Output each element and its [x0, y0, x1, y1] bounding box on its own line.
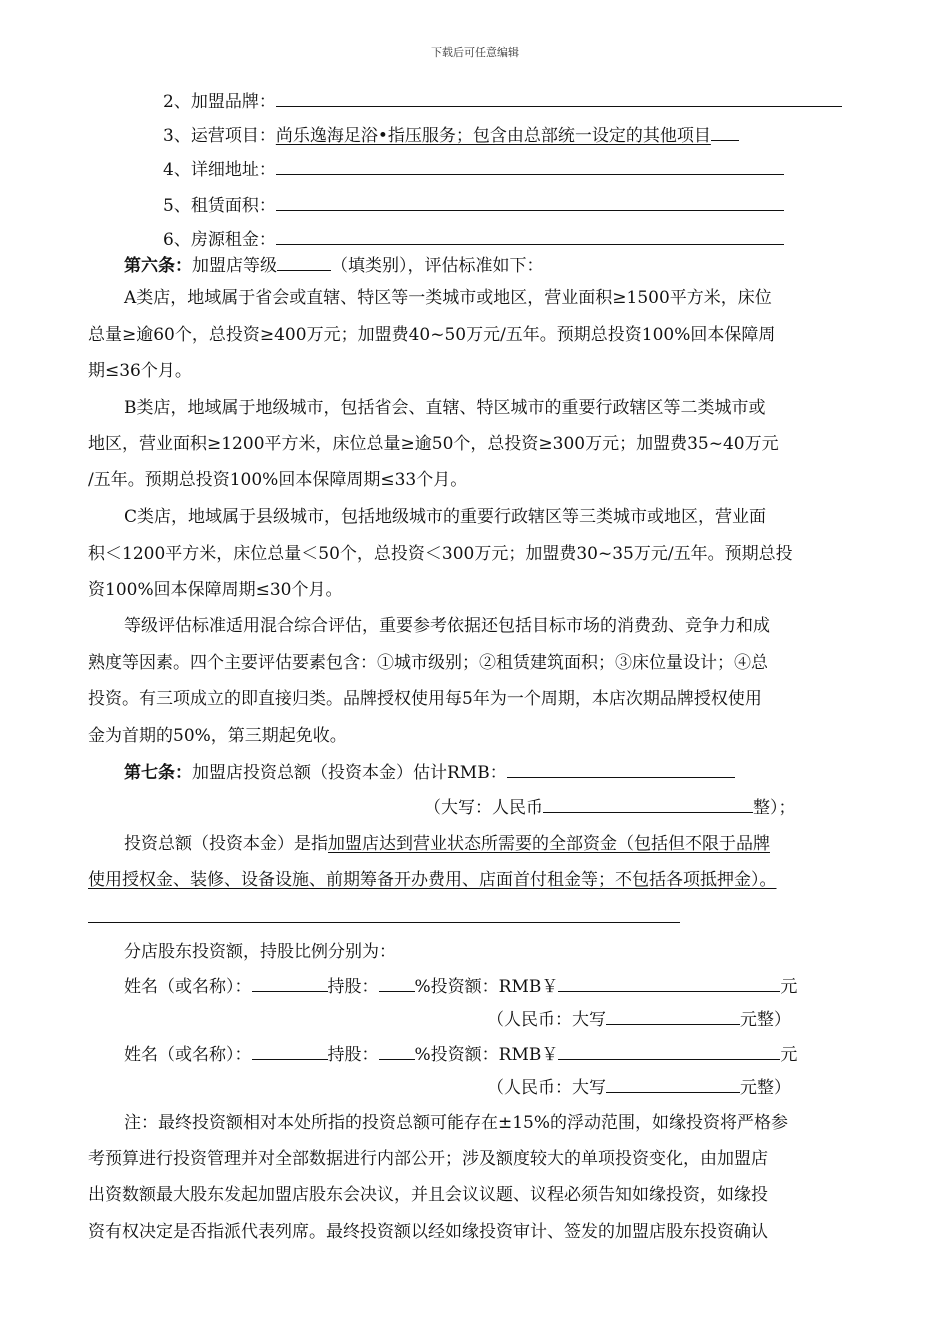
eval-line: 熟度等因素。四个主要评估要素包含：①城市级别；②租赁建筑面积；③床位量设计；④总 [88, 653, 768, 673]
share-blank[interactable] [379, 1043, 415, 1060]
eval-line: 金为首期的50%，第三期起免收。 [88, 726, 347, 746]
share-blank[interactable] [379, 975, 415, 992]
project-label: 3、运营项目： [163, 126, 276, 146]
class-c-line: C类店，地域属于县级城市，包括地级城市的重要行政辖区等三类城市或地区，营业面 [124, 507, 767, 527]
article7-heading [124, 761, 735, 784]
yuan-label: 元 [780, 977, 798, 997]
note-line: 考预算进行投资管理并对全部数据进行内部公开；涉及额度较大的单项投资变化，由加盟店 [88, 1149, 768, 1169]
class-b-line: 地区，营业面积≥1200平方米，床位总量≥逾50个，总投资≥300万元；加盟费35~40万元 [88, 434, 779, 454]
class-a-line: 期≤36个月。 [88, 361, 192, 381]
shareholder-rmb-row [487, 1008, 791, 1031]
address-blank[interactable] [276, 158, 784, 175]
pct-label: %投资额：RMB￥ [414, 977, 559, 997]
rmb-blank[interactable] [606, 1008, 740, 1025]
eval-line: 投资。有三项成立的即直接归类。品牌授权使用每5年为一个周期，本店次期品牌授权使用 [88, 689, 762, 709]
class-a-line: A类店，地域属于省会或直辖、特区等一类城市或地区，营业面积≥1500平方米，床位 [124, 288, 772, 308]
pct-label: %投资额：RMB￥ [414, 1045, 559, 1065]
shareholder-rmb-row [487, 1076, 791, 1099]
name-blank[interactable] [252, 975, 328, 992]
brand-label: 2、加盟品牌： [163, 92, 276, 112]
amount-blank[interactable] [558, 1043, 780, 1060]
project-row [163, 124, 739, 147]
name-label: 姓名（或名称）： [124, 1045, 252, 1065]
name-blank[interactable] [252, 1043, 328, 1060]
shareholder-row [124, 1043, 797, 1066]
class-b-line: B类店，地域属于地级城市，包括省会、直辖、特区城市的重要行政辖区等二类城市或 [124, 398, 766, 418]
area-label: 5、租赁面积： [163, 196, 276, 216]
share-label: 持股： [327, 977, 379, 997]
note-line: 注：最终投资额相对本处所指的投资总额可能存在±15%的浮动范围，如缘投资将严格参 [124, 1113, 789, 1133]
daxie-blank[interactable] [543, 796, 753, 813]
page-header: 下载后可任意编辑 [431, 46, 519, 59]
rmb-a: （人民币：大写 [487, 1010, 606, 1030]
rent-row [163, 228, 784, 251]
brand-blank[interactable] [276, 90, 842, 107]
investment-amount-blank[interactable] [507, 761, 735, 778]
project-value: 尚乐逸海足浴•指压服务；包含由总部统一设定的其他项目 [275, 126, 711, 146]
article6-text-b: （填类别），评估标准如下： [331, 256, 544, 276]
address-row [163, 158, 784, 181]
yuan-label: 元 [780, 1045, 798, 1065]
class-a-line: 总量≥逾60个，总投资≥400万元；加盟费40~50万元/五年。预期总投资100%回本保障周 [88, 325, 776, 345]
divider-line [88, 922, 680, 923]
class-c-line: 资100%回本保障周期≤30个月。 [88, 580, 343, 600]
shareholder-intro: 分店股东投资额，持股比例分别为： [124, 942, 396, 962]
article7-daxie [424, 796, 796, 819]
brand-row [163, 90, 842, 113]
rmb-blank[interactable] [606, 1076, 740, 1093]
amount-blank[interactable] [558, 975, 780, 992]
def-b: 加盟店达到营业状态所需要的全部资金（包括但不限于品牌 [328, 834, 770, 854]
class-c-line: 积＜1200平方米，床位总量＜50个，总投资＜300万元；加盟费30~35万元/五年。预期总投 [88, 544, 793, 564]
shareholder-row [124, 975, 797, 998]
rmb-b: 元整） [740, 1010, 791, 1030]
rmb-a: （人民币：大写 [487, 1078, 606, 1098]
article6-title: 第六条： [124, 256, 192, 276]
def-a: 投资总额（投资本金）是指 [124, 834, 328, 854]
address-label: 4、详细地址： [163, 160, 276, 180]
article7-title: 第七条： [124, 763, 192, 783]
article6-heading [124, 254, 544, 277]
article7-text: 加盟店投资总额（投资本金）估计RMB： [192, 763, 507, 783]
note-line: 出资数额最大股东发起加盟店股东会决议，并且会议议题、议程必须告知如缘投资，如缘投 [88, 1185, 768, 1205]
share-label: 持股： [327, 1045, 379, 1065]
rent-blank[interactable] [276, 228, 784, 245]
grade-blank[interactable] [277, 254, 331, 271]
article6-text-a: 加盟店等级 [192, 256, 277, 276]
area-blank[interactable] [276, 194, 784, 211]
area-row [163, 194, 784, 217]
daxie-b: 整）； [753, 798, 796, 818]
daxie-a: （大写：人民币 [424, 798, 543, 818]
project-blank[interactable] [711, 124, 739, 141]
class-b-line: /五年。预期总投资100%回本保障周期≤33个月。 [88, 470, 468, 490]
rmb-b: 元整） [740, 1078, 791, 1098]
name-label: 姓名（或名称）： [124, 977, 252, 997]
rent-label: 6、房源租金： [163, 230, 276, 250]
definition-line [124, 833, 770, 855]
note-line: 资有权决定是否指派代表列席。最终投资额以经如缘投资审计、签发的加盟店股东投资确认 [88, 1222, 768, 1242]
eval-line: 等级评估标准适用混合综合评估，重要参考依据还包括目标市场的消费劲、竞争力和成 [124, 616, 770, 636]
definition-line-2: 使用授权金、装修、设备设施、前期筹备开办费用、店面首付租金等；不包括各项抵押金）。 [88, 870, 777, 890]
